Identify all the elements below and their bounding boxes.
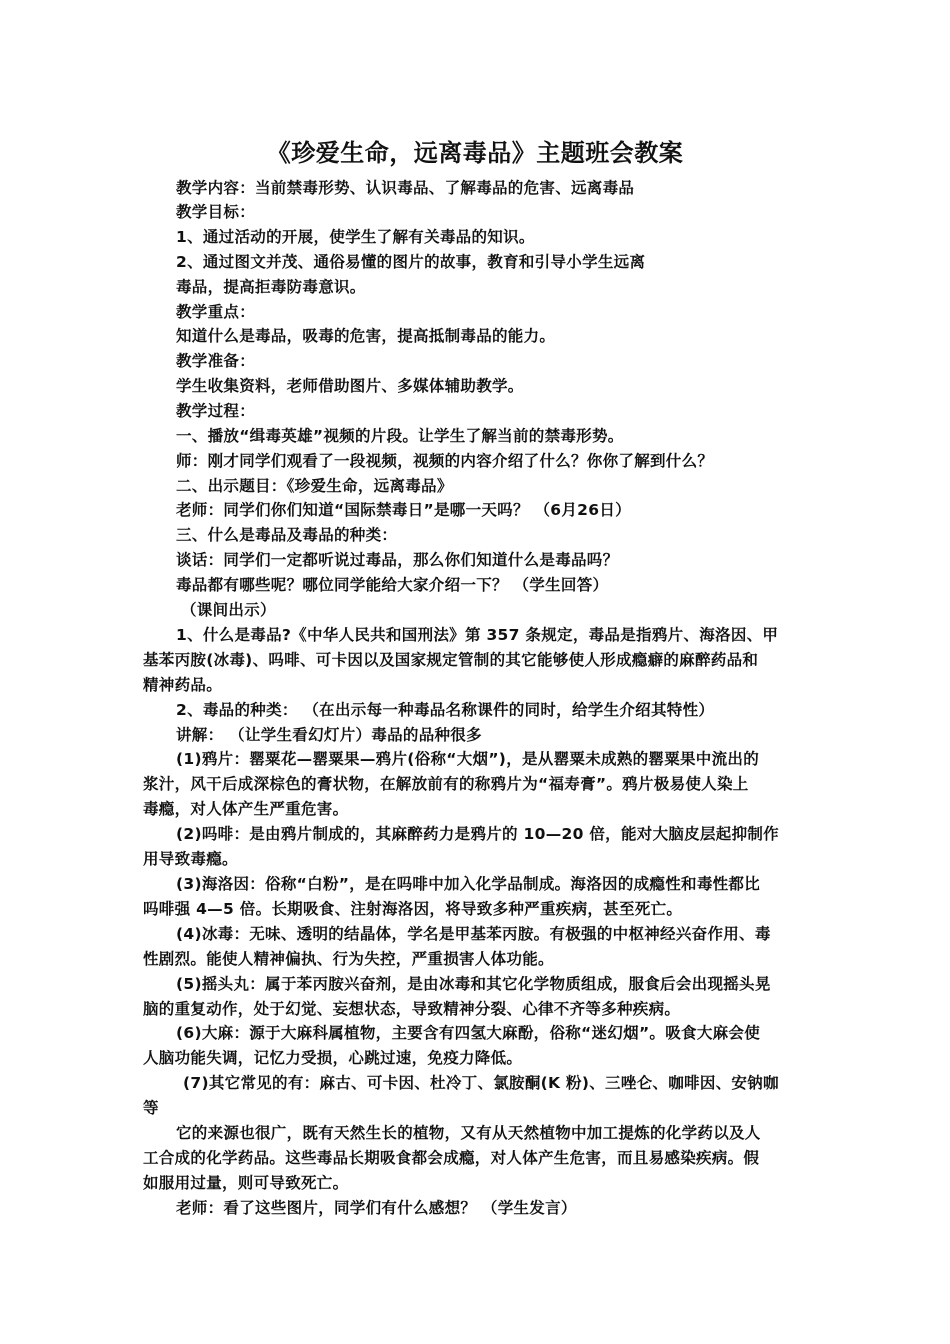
- text-line: 教学重点：: [176, 303, 256, 321]
- text-line: 毒品都有哪些呢？哪位同学能给大家介绍一下？ （学生回答）: [176, 576, 609, 594]
- text-line: (3)海洛因：俗称“白粉”，是在吗啡中加入化学品制成。海洛因的成瘾性和毒性都比: [176, 875, 761, 893]
- text-line: 性剧烈。能使人精神偏执、行为失控，严重损害人体功能。: [143, 950, 554, 968]
- text-line: 教学过程：: [176, 402, 256, 420]
- text-line: 等: [143, 1099, 159, 1117]
- text-line: 2、毒品的种类： （在出示每一种毒品名称课件的同时，给学生介绍其特性）: [176, 701, 715, 719]
- text-line: (2)吗啡：是由鸦片制成的，其麻醉药力是鸦片的 10—20 倍，能对大脑皮层起抑制作: [176, 825, 779, 843]
- text-line: 教学内容：当前禁毒形势、认识毒品、了解毒品的危害、远离毒品: [176, 179, 635, 197]
- text-line: 工合成的化学药品。这些毒品长期吸食都会成瘾，对人体产生危害，而且易感染疾病。假: [143, 1149, 760, 1167]
- text-line: 2、通过图文并茂、通俗易懂的图片的故事，教育和引导小学生远离: [176, 253, 646, 271]
- text-line: (6)大麻：源于大麻科属植物，主要含有四氢大麻酚，俗称“迷幻烟”。吸食大麻会使: [176, 1024, 761, 1042]
- text-line: 师：刚才同学们观看了一段视频，视频的内容介绍了什么？你你了解到什么？: [176, 452, 714, 470]
- text-line: (7)其它常见的有：麻古、可卡因、杜冷丁、氯胺酮(K 粉)、三唑仑、咖啡因、安钠咖: [183, 1074, 779, 1092]
- text-line: 脑的重复动作，处于幻觉、妄想状态，导致精神分裂、心律不齐等多种疾病。: [143, 1000, 681, 1018]
- text-line: (4)冰毒：无味、透明的结晶体，学名是甲基苯丙胺。有极强的中枢神经兴奋作用、毒: [176, 925, 771, 943]
- text-line: 老师：同学们你们知道“国际禁毒日”是哪一天吗？ （6月26日）: [176, 501, 631, 519]
- text-line: 1、什么是毒品?《中华人民共和国刑法》第 357 条规定，毒品是指鸦片、海洛因、甲: [176, 626, 779, 644]
- text-line: 基苯丙胺(冰毒)、吗啡、可卡因以及国家规定管制的其它能够使人形成瘾癖的麻醉药品和: [143, 651, 759, 669]
- text-line: 人脑功能失调，记忆力受损，心跳过速，免疫力降低。: [143, 1049, 523, 1067]
- text-line: （课间出示）: [181, 601, 276, 619]
- text-line: (1)鸦片：罂粟花—罂粟果—鸦片(俗称“大烟”)，是从罂粟未成熟的罂粟果中流出的: [176, 750, 759, 768]
- text-line: 教学目标：: [176, 203, 256, 221]
- text-line: 毒品，提高拒毒防毒意识。: [176, 278, 366, 296]
- text-line: 教学准备：: [176, 352, 256, 370]
- text-line: 知道什么是毒品，吸毒的危害，提高抵制毒品的能力。: [176, 327, 556, 345]
- text-line: 学生收集资料，老师借助图片、多媒体辅助教学。: [176, 377, 524, 395]
- text-line: 老师：看了这些图片，同学们有什么感想？ （学生发言）: [176, 1199, 577, 1217]
- text-line: 它的来源也很广，既有天然生长的植物，又有从天然植物中加工提炼的化学药以及人: [176, 1124, 761, 1142]
- document-title: 《珍爱生命，远离毒品》主题班会教案: [266, 139, 684, 167]
- text-line: 谈话：同学们一定都听说过毒品，那么你们知道什么是毒品吗？: [176, 551, 619, 569]
- text-line: 一、播放“缉毒英雄”视频的片段。让学生了解当前的禁毒形势。: [176, 427, 624, 445]
- text-line: 精神药品。: [143, 676, 223, 694]
- text-line: 三、什么是毒品及毒品的种类：: [176, 526, 398, 544]
- text-line: 讲解： （让学生看幻灯片）毒品的品种很多: [176, 726, 482, 744]
- text-line: 二、出示题目：《珍爱生命，远离毒品》: [176, 477, 453, 495]
- text-line: 1、通过活动的开展，使学生了解有关毒品的知识。: [176, 228, 535, 246]
- text-line: 毒瘾，对人体产生严重危害。: [143, 800, 349, 818]
- text-line: 用导致毒瘾。: [143, 850, 238, 868]
- text-line: (5)摇头丸：属于苯丙胺兴奋剂，是由冰毒和其它化学物质组成，服食后会出现摇头晃: [176, 975, 771, 993]
- text-line: 如服用过量，则可导致死亡。: [143, 1174, 349, 1192]
- text-line: 浆汁，风干后成深棕色的膏状物，在解放前有的称鸦片为“福寿膏”。鸦片极易使人染上: [143, 775, 749, 793]
- text-line: 吗啡强 4—5 倍。长期吸食、注射海洛因，将导致多种严重疾病，甚至死亡。: [143, 900, 683, 918]
